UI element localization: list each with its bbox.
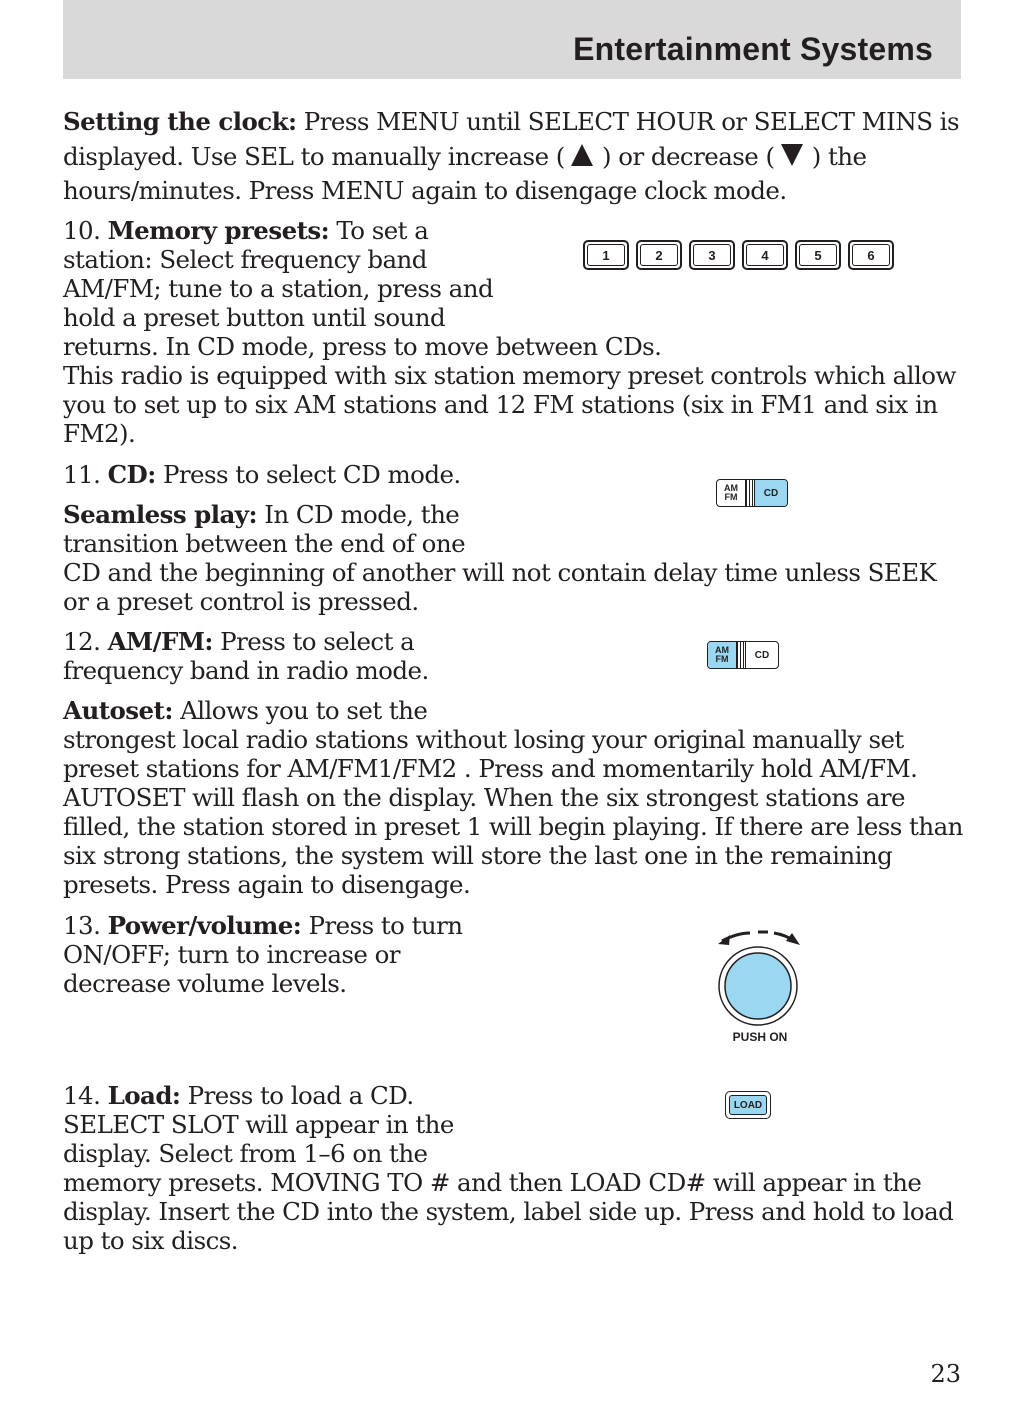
preset-label: 2 — [655, 247, 663, 263]
load-button[interactable] — [725, 1091, 771, 1119]
cd-text: Press to select CD mode. — [155, 460, 461, 489]
power-number: 13. — [63, 911, 108, 940]
load-button-face — [729, 1095, 767, 1115]
preset-label: 1 — [602, 247, 610, 263]
up-arrow-icon — [571, 144, 593, 166]
clock-heading: Setting the clock: — [63, 107, 297, 136]
memory-number: 10. — [63, 216, 108, 245]
load-heading: Load: — [107, 1081, 181, 1110]
down-arrow-icon — [781, 144, 803, 166]
toggle-divider — [745, 480, 755, 506]
cd-label: CD — [754, 649, 770, 661]
page-header — [63, 0, 961, 79]
amfm-heading: AM/FM: — [107, 627, 213, 656]
cd-mode-button[interactable] — [716, 479, 788, 507]
cd-section — [63, 460, 968, 616]
seamless-paragraph — [63, 500, 968, 616]
clock-section — [63, 105, 968, 209]
load-number: 14. — [63, 1081, 108, 1110]
preset-buttons — [583, 240, 894, 270]
amfm-paragraph — [63, 627, 968, 685]
preset-label: 3 — [708, 247, 716, 263]
power-heading: Power/volume: — [107, 911, 302, 940]
memory-paragraph — [63, 216, 968, 361]
cd-side — [755, 480, 787, 506]
power-paragraph — [63, 911, 508, 998]
power-section — [63, 911, 508, 998]
autoset-paragraph — [63, 696, 968, 899]
toggle-divider — [736, 642, 746, 668]
cd-heading: CD: — [107, 460, 156, 489]
power-text: Press to turn ON/OFF; turn to increase or decrease volume levels. — [63, 911, 463, 998]
seamless-heading: Seamless play: — [63, 500, 257, 529]
clock-text-1: Press MENU until SELECT HOUR or SELECT MINS is displayed. Use SEL to manually increase ( — [63, 107, 959, 171]
cd-paragraph — [63, 460, 968, 489]
preset-label: 6 — [867, 247, 875, 263]
load-paragraph — [63, 1081, 968, 1255]
clock-paragraph — [63, 105, 968, 209]
amfm-text: Press to select a frequency band in radio mode. — [63, 627, 429, 685]
seamless-text: In CD mode, the transition between the end of one CD and the beginning of another will not contain delay time unless SEEK or a preset control is pressed. — [63, 500, 937, 616]
load-section — [63, 1081, 968, 1255]
fm-label: FM — [724, 492, 738, 502]
am-fm-button[interactable] — [707, 641, 779, 669]
amfm-number: 12. — [63, 627, 108, 656]
preset-label: 4 — [761, 247, 769, 263]
am-fm-side — [717, 480, 745, 506]
am-fm-side — [708, 642, 736, 668]
cd-label: CD — [763, 487, 779, 499]
push-on-label: PUSH ON — [732, 1030, 788, 1044]
power-volume-knob[interactable] — [712, 925, 808, 1045]
fm-label: FM — [715, 654, 729, 664]
autoset-text: Allows you to set the strongest local radio stations without losing your original manually set preset stations for AM/FM1/FM2 . Press and momentarily hold AM/FM. AUTOSET will flash on the display. When the six strongest stations are filled, the station stored in preset 1 will begin playing. If there are less than six strong stations, the system will store the last one in the remaining presets. Press again to disengage. — [63, 696, 963, 899]
page-number: 23 — [930, 1360, 961, 1388]
clock-text-2: ) or decrease ( — [594, 141, 775, 171]
preset-button-6[interactable] — [848, 240, 894, 270]
load-button-label: LOAD — [733, 1099, 763, 1111]
autoset-heading: Autoset: — [63, 696, 173, 725]
amfm-section — [63, 627, 968, 899]
preset-button-4[interactable] — [742, 240, 788, 270]
memory-heading: Memory presets: — [107, 216, 330, 245]
memory-text-1: To set a station: Select frequency band AM/FM; tune to a station, press and hold a preset button until sound returns. In CD mode, press to move between CDs. — [63, 216, 662, 361]
cd-number: 11. — [63, 460, 108, 489]
am-label: AM — [715, 645, 729, 655]
clock-text-3: ) the hours/minutes. Press MENU again to disengage clock mode. — [63, 141, 867, 205]
load-text: Press to load a CD. SELECT SLOT will appear in the display. Select from 1–6 on the memory presets. MOVING TO # and then LOAD CD# will appear in the display. Insert the CD into the system, label side up. Press and hold to load up to six discs. — [63, 1081, 954, 1255]
am-label: AM — [724, 483, 738, 493]
preset-button-2[interactable] — [636, 240, 682, 270]
preset-button-5[interactable] — [795, 240, 841, 270]
preset-button-3[interactable] — [689, 240, 735, 270]
rotate-arrows-icon — [712, 925, 808, 1030]
page-title: Entertainment Systems — [573, 31, 933, 67]
preset-label: 5 — [814, 247, 822, 263]
memory-paragraph-2: This radio is equipped with six station memory preset controls which allow you to set up to six AM stations and 12 FM stations (six in FM1 and six in FM2). — [63, 361, 956, 448]
preset-button-1[interactable] — [583, 240, 629, 270]
cd-side — [746, 642, 778, 668]
